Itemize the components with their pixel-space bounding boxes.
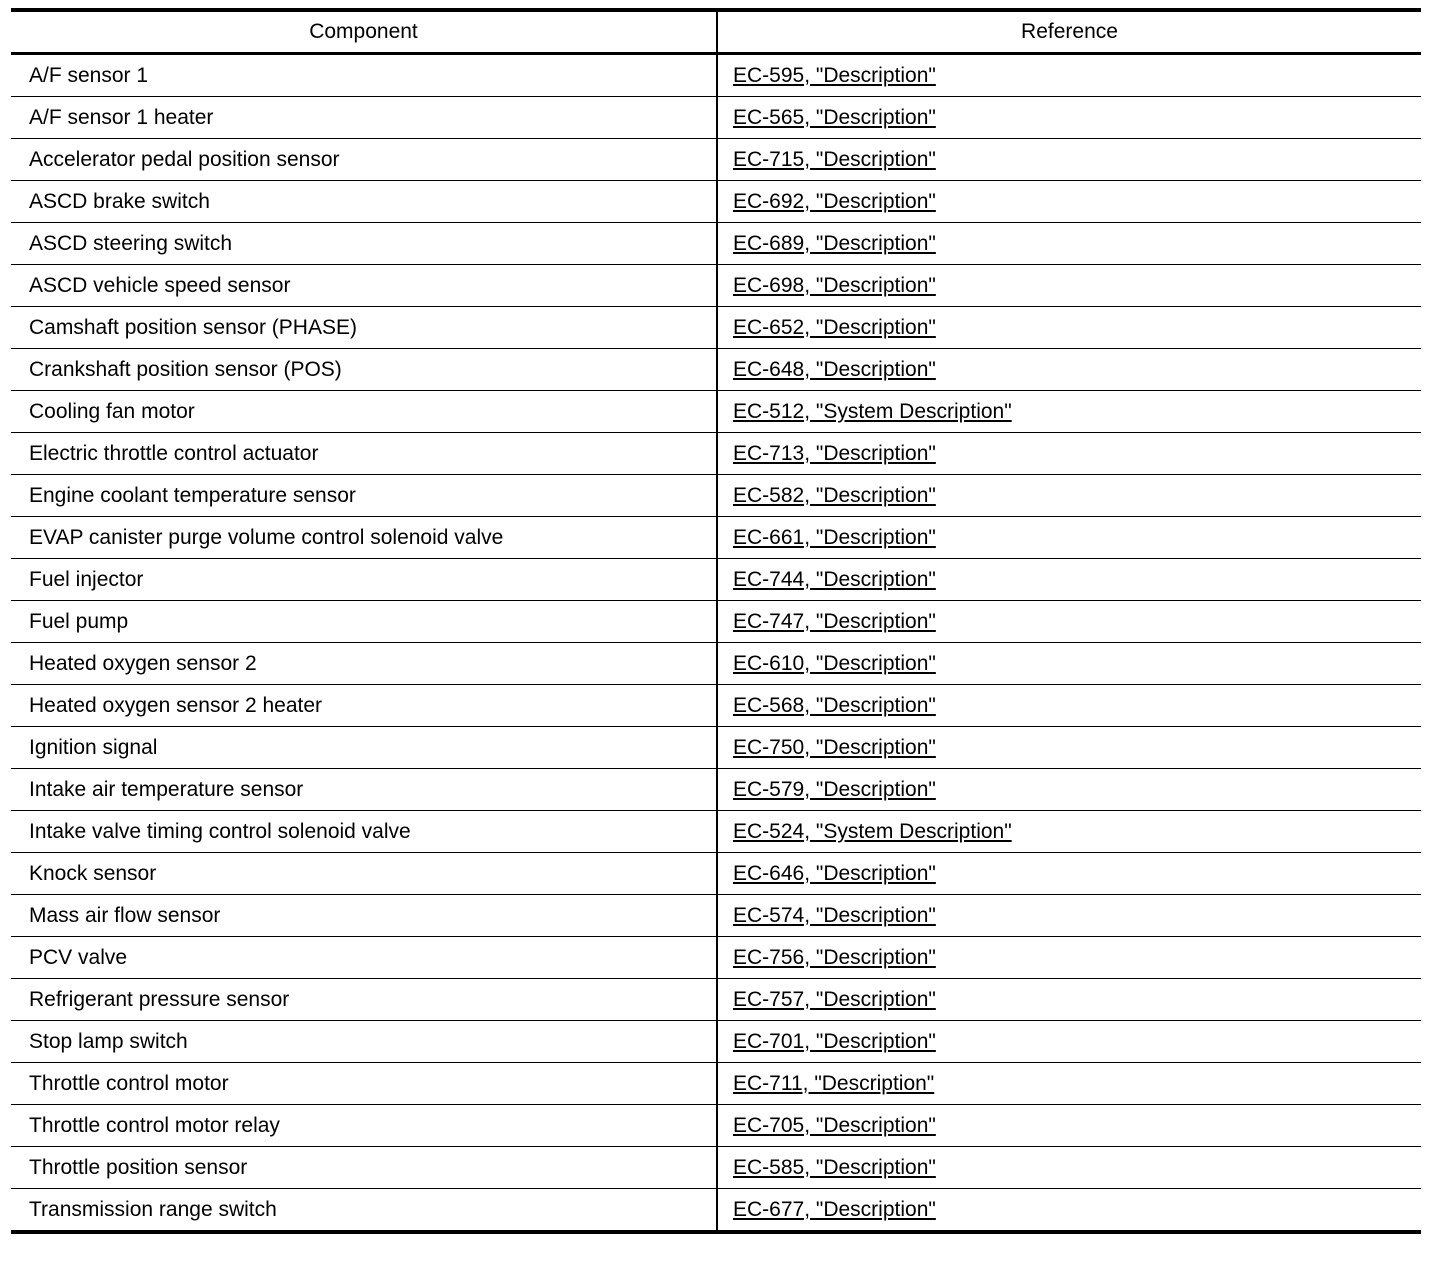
reference-cell: [717, 1147, 1421, 1189]
table-row: [11, 601, 1421, 643]
column-header-component: Component: [11, 10, 717, 54]
component-cell: ASCD brake switch: [11, 181, 717, 223]
component-cell: Intake valve timing control solenoid valve: [11, 811, 717, 853]
reference-cell: [717, 811, 1421, 853]
reference-link[interactable]: EC-565, "Description": [733, 105, 936, 129]
component-cell: Knock sensor: [11, 853, 717, 895]
reference-cell: [717, 97, 1421, 139]
reference-cell: [717, 1063, 1421, 1105]
reference-link[interactable]: EC-648, "Description": [733, 357, 936, 381]
table-row: [11, 1147, 1421, 1189]
reference-cell: [717, 895, 1421, 937]
component-cell: Mass air flow sensor: [11, 895, 717, 937]
reference-cell: [717, 1189, 1421, 1233]
component-cell: ASCD vehicle speed sensor: [11, 265, 717, 307]
reference-link[interactable]: EC-711, "Description": [733, 1071, 935, 1095]
table-row: [11, 979, 1421, 1021]
table-row: [11, 517, 1421, 559]
reference-link[interactable]: EC-715, "Description": [733, 147, 936, 171]
table-row: [11, 223, 1421, 265]
component-cell: Fuel pump: [11, 601, 717, 643]
component-cell: Throttle control motor: [11, 1063, 717, 1105]
component-cell: Heated oxygen sensor 2: [11, 643, 717, 685]
reference-link[interactable]: EC-692, "Description": [733, 189, 936, 213]
component-cell: Stop lamp switch: [11, 1021, 717, 1063]
reference-link[interactable]: EC-524, "System Description": [733, 819, 1012, 843]
reference-cell: [717, 139, 1421, 181]
table-row: [11, 937, 1421, 979]
reference-link[interactable]: EC-512, "System Description": [733, 399, 1012, 423]
table-row: [11, 1063, 1421, 1105]
reference-link[interactable]: EC-744, "Description": [733, 567, 936, 591]
table-row: [11, 54, 1421, 97]
reference-cell: [717, 475, 1421, 517]
reference-cell: [717, 517, 1421, 559]
component-cell: Ignition signal: [11, 727, 717, 769]
reference-cell: [717, 643, 1421, 685]
reference-link[interactable]: EC-705, "Description": [733, 1113, 936, 1137]
reference-cell: [717, 685, 1421, 727]
component-cell: EVAP canister purge volume control solenoid valve: [11, 517, 717, 559]
component-cell: Heated oxygen sensor 2 heater: [11, 685, 717, 727]
reference-link[interactable]: EC-661, "Description": [733, 525, 936, 549]
reference-link[interactable]: EC-646, "Description": [733, 861, 936, 885]
table-row: [11, 433, 1421, 475]
reference-link[interactable]: EC-701, "Description": [733, 1029, 936, 1053]
table-row: [11, 685, 1421, 727]
table-row: [11, 181, 1421, 223]
reference-link[interactable]: EC-756, "Description": [733, 945, 936, 969]
reference-cell: [717, 349, 1421, 391]
table-row: [11, 307, 1421, 349]
reference-cell: [717, 433, 1421, 475]
reference-cell: [717, 181, 1421, 223]
reference-cell: [717, 391, 1421, 433]
component-cell: Throttle control motor relay: [11, 1105, 717, 1147]
component-cell: ASCD steering switch: [11, 223, 717, 265]
reference-link[interactable]: EC-698, "Description": [733, 273, 936, 297]
reference-link[interactable]: EC-652, "Description": [733, 315, 936, 339]
reference-cell: [717, 223, 1421, 265]
table-row: [11, 559, 1421, 601]
reference-link[interactable]: EC-574, "Description": [733, 903, 936, 927]
component-cell: Camshaft position sensor (PHASE): [11, 307, 717, 349]
table-row: [11, 895, 1421, 937]
column-header-reference: Reference: [717, 10, 1421, 54]
reference-link[interactable]: EC-568, "Description": [733, 693, 936, 717]
table-row: [11, 265, 1421, 307]
reference-cell: [717, 1105, 1421, 1147]
reference-cell: [717, 727, 1421, 769]
component-cell: Electric throttle control actuator: [11, 433, 717, 475]
table-header: [11, 10, 1421, 54]
reference-link[interactable]: EC-610, "Description": [733, 651, 936, 675]
table-row: [11, 727, 1421, 769]
table-row: [11, 643, 1421, 685]
reference-cell: [717, 265, 1421, 307]
reference-link[interactable]: EC-582, "Description": [733, 483, 936, 507]
reference-link[interactable]: EC-595, "Description": [733, 63, 936, 87]
table-row: [11, 769, 1421, 811]
reference-link[interactable]: EC-713, "Description": [733, 441, 936, 465]
table-row: [11, 1189, 1421, 1233]
reference-cell: [717, 937, 1421, 979]
reference-cell: [717, 979, 1421, 1021]
reference-link[interactable]: EC-757, "Description": [733, 987, 936, 1011]
table-row: [11, 853, 1421, 895]
reference-cell: [717, 601, 1421, 643]
table-row: [11, 475, 1421, 517]
reference-link[interactable]: EC-677, "Description": [733, 1197, 936, 1221]
reference-cell: [717, 307, 1421, 349]
component-cell: A/F sensor 1: [11, 54, 717, 97]
component-cell: Intake air temperature sensor: [11, 769, 717, 811]
table-row: [11, 1021, 1421, 1063]
reference-link[interactable]: EC-579, "Description": [733, 777, 936, 801]
component-cell: Engine coolant temperature sensor: [11, 475, 717, 517]
component-reference-table: [11, 8, 1421, 1234]
table-body: [11, 54, 1421, 1233]
reference-cell: [717, 769, 1421, 811]
reference-link[interactable]: EC-585, "Description": [733, 1155, 936, 1179]
component-cell: A/F sensor 1 heater: [11, 97, 717, 139]
table-row: [11, 97, 1421, 139]
table-row: [11, 811, 1421, 853]
reference-link[interactable]: EC-750, "Description": [733, 735, 936, 759]
reference-link[interactable]: EC-689, "Description": [733, 231, 936, 255]
component-cell: Fuel injector: [11, 559, 717, 601]
component-cell: PCV valve: [11, 937, 717, 979]
reference-cell: [717, 54, 1421, 97]
reference-cell: [717, 853, 1421, 895]
reference-cell: [717, 1021, 1421, 1063]
header-row: [11, 10, 1421, 54]
table-row: [11, 391, 1421, 433]
component-cell: Refrigerant pressure sensor: [11, 979, 717, 1021]
component-cell: Throttle position sensor: [11, 1147, 717, 1189]
table-row: [11, 139, 1421, 181]
component-cell: Crankshaft position sensor (POS): [11, 349, 717, 391]
table-row: [11, 349, 1421, 391]
component-cell: Transmission range switch: [11, 1189, 717, 1233]
reference-link[interactable]: EC-747, "Description": [733, 609, 936, 633]
reference-cell: [717, 559, 1421, 601]
component-cell: Cooling fan motor: [11, 391, 717, 433]
table-row: [11, 1105, 1421, 1147]
component-cell: Accelerator pedal position sensor: [11, 139, 717, 181]
